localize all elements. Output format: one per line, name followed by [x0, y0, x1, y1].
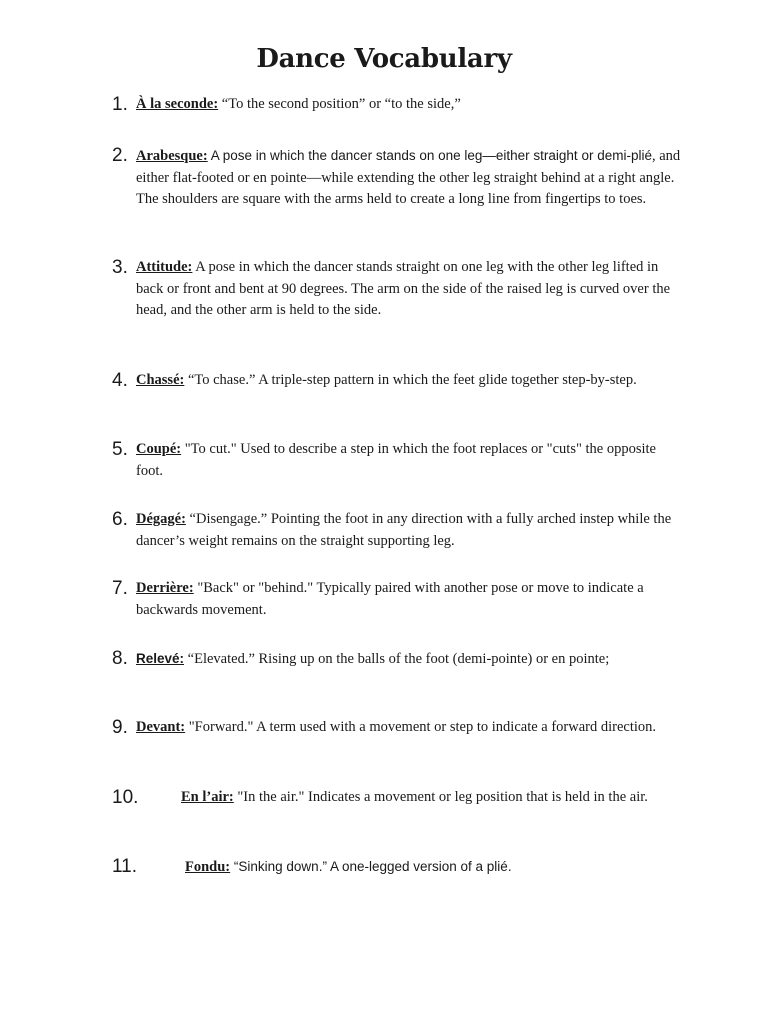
term: Fondu: [185, 859, 231, 875]
list-item-attitude [112, 257, 682, 322]
list-item-fondu [112, 856, 682, 879]
item-number: 5. [112, 439, 128, 460]
definition: "In the air." Indicates a movement or leg position that is held in the air. [233, 789, 648, 805]
definition: A pose in which the dancer stands straight on one leg with the other leg lifted in back or front and bent at 90 degrees. The arm on the side of the raised leg is curved over the head, and the other arm is held to the side. [136, 259, 671, 318]
term: Devant: [136, 719, 186, 735]
item-number: 3. [112, 257, 128, 278]
item-number: 1. [112, 94, 128, 115]
item-number: 6. [112, 509, 128, 530]
term: Dégagé: [136, 511, 186, 527]
definition: , and either flat-footed or en pointe—while extending the other leg straight behind at a right angle. The shoulders are square with the arms held to create a long line from fingertips to toes. [136, 148, 681, 207]
list-item-coupe [112, 439, 682, 482]
list-item-devant [112, 717, 682, 739]
term: Attitude: [136, 259, 193, 275]
item-number: 2. [112, 145, 128, 166]
item-number: 11. [112, 856, 138, 877]
term: À la seconde: [136, 96, 219, 112]
list-item-en-lair [112, 787, 682, 809]
item-number: 4. [112, 370, 128, 391]
term: En l’air: [181, 789, 234, 805]
definition: "Back" or "behind." Typically paired with another pose or move to indicate a backwards movement. [136, 580, 644, 618]
definition: "To cut." Used to describe a step in which the foot replaces or "cuts" the opposite foot. [136, 441, 656, 479]
list-item-arabesque [112, 145, 682, 211]
definition: “To the second position” or “to the side,” [218, 96, 461, 112]
term: Chassé: [136, 372, 185, 388]
term: Derrière: [136, 580, 194, 596]
list-item-chasse [112, 370, 682, 392]
definition-sans: A pose in which the dancer stands on one leg—either straight or demi-plié [207, 148, 652, 163]
definition-sans: “Sinking down.” A one-legged version of a plié. [230, 859, 512, 874]
item-number: 7. [112, 578, 128, 599]
term: Relevé: [136, 651, 185, 666]
item-number: 8. [112, 648, 128, 669]
term: Coupé: [136, 441, 182, 457]
page-title: Dance Vocabulary [256, 44, 512, 74]
definition: "Forward." A term used with a movement or step to indicate a forward direction. [185, 719, 657, 735]
definition: “To chase.” A triple-step pattern in which the feet glide together step-by-step. [184, 372, 637, 388]
item-number: 9. [112, 717, 128, 738]
list-item-releve [112, 648, 682, 671]
term: Arabesque: [136, 148, 208, 164]
item-number: 10. [112, 787, 139, 808]
list-item-a-la-seconde [112, 94, 682, 116]
list-item-degage [112, 509, 682, 552]
definition: “Elevated.” Rising up on the balls of the foot (demi-pointe) or en pointe; [184, 651, 610, 667]
list-item-derriere [112, 578, 682, 621]
definition: “Disengage.” Pointing the foot in any direction with a fully arched instep while the dancer’s weight remains on the straight supporting leg. [136, 511, 672, 549]
